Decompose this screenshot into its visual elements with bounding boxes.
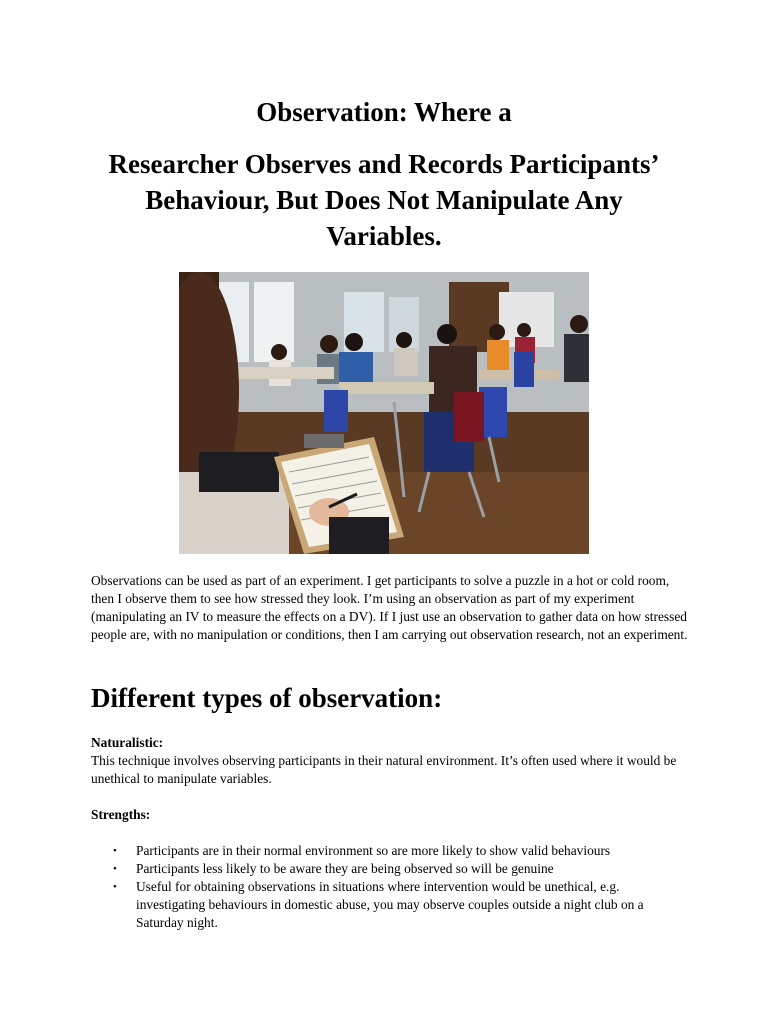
strengths-label: Strengths:	[91, 807, 151, 822]
strengths-list	[91, 842, 691, 932]
list-item-text: Participants less likely to be aware they are being observed so will be genuine	[136, 861, 554, 876]
classroom-photo-icon	[179, 272, 589, 554]
list-item	[91, 878, 691, 932]
naturalistic-label: Naturalistic:	[91, 735, 164, 750]
bullet-icon: •	[113, 845, 117, 857]
document-title-line2: Researcher Observes and Records Participants’ Behaviour, But Does Not Manipulate Any Variables.	[108, 149, 660, 251]
list-item-text: Useful for obtaining observations in situations where intervention would be unethical, e.g. investigating behaviours in domestic abuse, you may observe couples outside a night club on a Saturday night.	[136, 879, 644, 930]
naturalistic-text: This technique involves observing participants in their natural environment. It’s often used where it would be unethical to manipulate variables.	[91, 753, 677, 786]
document-title-line1: Observation: Where a	[256, 97, 512, 127]
bullet-icon: •	[113, 881, 117, 893]
bullet-icon: •	[113, 863, 117, 875]
list-item-text: Participants are in their normal environment so are more likely to show valid behaviours	[136, 843, 611, 858]
list-item	[91, 860, 691, 878]
section-heading: Different types of observation:	[91, 683, 443, 713]
intro-paragraph: Observations can be used as part of an experiment. I get participants to solve a puzzle in a hot or cold room, then I observe them to see how stressed they look. I’m using an observation as part of my experiment (manipulating an IV to measure the effects on a DV). If I just use an observation to gather data on how stressed people are, with no manipulation or conditions, then I am carrying out observation research, not an experiment.	[91, 573, 688, 642]
classroom-photo	[179, 272, 589, 554]
list-item	[91, 842, 691, 860]
